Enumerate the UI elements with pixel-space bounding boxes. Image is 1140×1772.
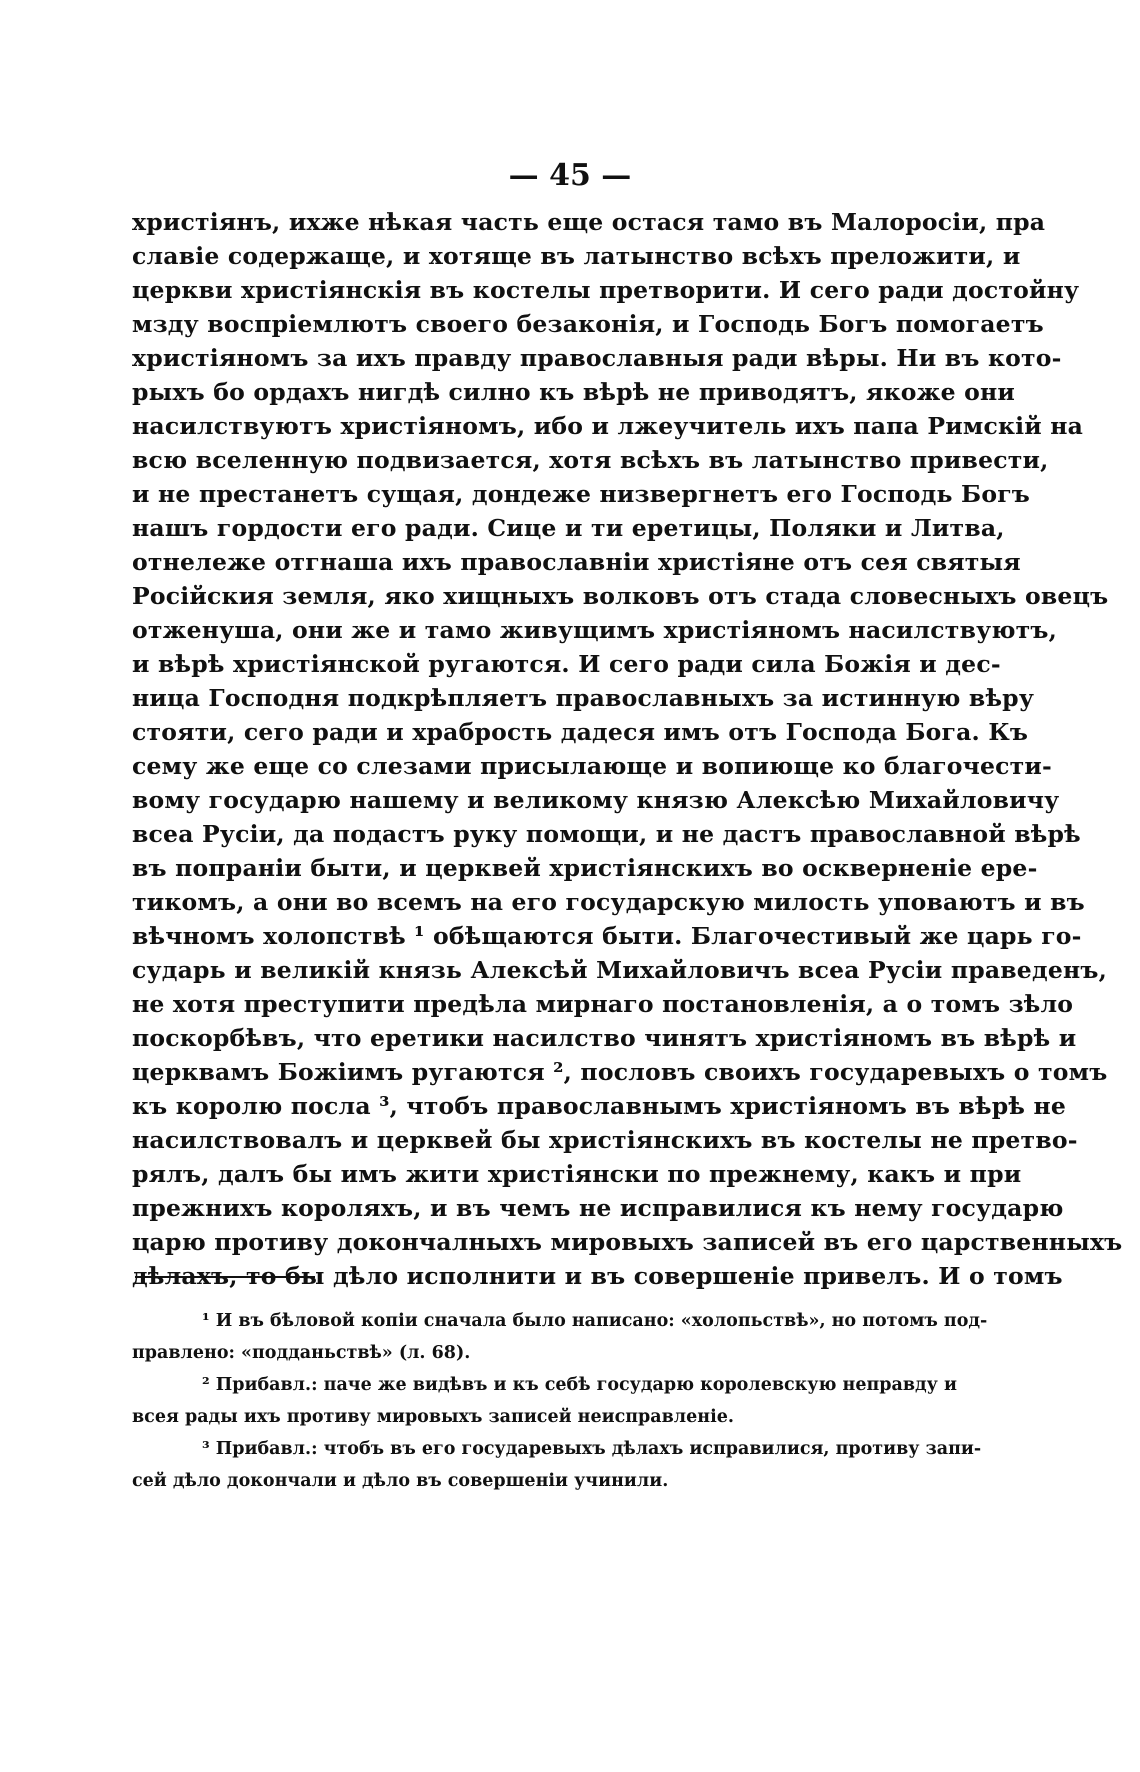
text-line: ница Господня подкрѣпляетъ православныхъ за истинную вѣру xyxy=(132,684,1035,712)
footnote-line: правлено: «подданьствѣ» (л. 68). xyxy=(132,1343,471,1363)
text-line: поскорбѣвъ, что еретики насилство чинятъ христіяномъ въ вѣрѣ и xyxy=(132,1024,1077,1052)
text-line: сему же еще со слезами присылающе и вопиюще ко благочести- xyxy=(132,752,1052,780)
text-line: христіянъ, ихже нѣкая часть еще остася тамо въ Малоросіи, пра xyxy=(132,208,1046,236)
text-line: рыхъ бо ордахъ нигдѣ силно къ вѣрѣ не приводятъ, якоже они xyxy=(132,378,1016,406)
text-line: рялъ, далъ бы имъ жити христіянски по прежнему, какъ и при xyxy=(132,1160,1022,1188)
text-line: сударь и великій князь Алексѣй Михайловичъ всеа Русіи праведенъ, xyxy=(132,956,1107,984)
text-line: отженуша, они же и тамо живущимъ христіяномъ насилствуютъ, xyxy=(132,616,1058,644)
text-line: царю противу докончалныхъ мировыхъ записей въ его царственныхъ xyxy=(132,1228,1123,1256)
text-line: нашъ гордости его ради. Сице и ти еретицы, Поляки и Литва, xyxy=(132,514,1005,542)
text-line: прежнихъ короляхъ, и въ чемъ не исправилися къ нему государю xyxy=(132,1194,1064,1222)
footnotes xyxy=(132,1305,988,1497)
text-line: насилствовалъ и церквей бы христіянскихъ въ костелы не претво- xyxy=(132,1126,1078,1154)
text-line: мзду воспріемлютъ своего безаконія, и Господь Богъ помогаетъ xyxy=(132,310,1044,338)
footnote-line: ¹ И въ бѣловой копіи сначала было написано: «холопьствѣ», но потомъ под- xyxy=(202,1311,988,1331)
text-line: и вѣрѣ христіянской ругаются. И сего ради сила Божія и дес- xyxy=(132,650,1001,678)
text-line: дѣлахъ, то бы дѣло исполнити и въ совершеніе привелъ. И о томъ xyxy=(132,1262,1063,1290)
text-line: къ королю посла ³, чтобъ православнымъ христіяномъ въ вѣрѣ не xyxy=(132,1092,1066,1120)
text-line: стояти, сего ради и храбрость дадеся имъ отъ Господа Бога. Къ xyxy=(132,718,1029,746)
text-line: и не престанетъ сущая, дондеже низвергнетъ его Господь Богъ xyxy=(132,480,1031,508)
text-line: Російския земля, яко хищныхъ волковъ отъ стада словесныхъ овецъ xyxy=(132,582,1109,610)
text-line: вому государю нашему и великому князю Алексѣю Михайловичу xyxy=(132,786,1060,814)
text-line: христіяномъ за ихъ правду православныя ради вѣры. Ни въ кото- xyxy=(132,344,1062,372)
footnote-line: всея рады ихъ противу мировыхъ записей неисправленіе. xyxy=(132,1407,734,1427)
main-text xyxy=(132,205,1123,1293)
text-line: церкви христіянскія въ костелы претворити. И сего ради достойну xyxy=(132,276,1080,304)
page-number: — 45 — xyxy=(508,158,632,193)
text-line: всеа Русіи, да подастъ руку помощи, и не дастъ православной вѣрѣ xyxy=(132,820,1081,848)
text-line: отнележе отгнаша ихъ православніи христіяне отъ сея святыя xyxy=(132,548,1021,576)
text-line: не хотя преступити предѣла мирнаго постановленія, а о томъ зѣло xyxy=(132,990,1074,1018)
text-line: насилствуютъ христіяномъ, ибо и лжеучитель ихъ папа Римскій на xyxy=(132,412,1084,440)
text-line: тикомъ, а они во всемъ на его государскую милость уповаютъ и въ xyxy=(132,888,1085,916)
text-line: славіе содержаще, и хотяще въ латынство всѣхъ преложити, и xyxy=(132,242,1021,270)
footnote-line: ² Прибавл.: паче же видѣвъ и къ себѣ государю королевскую неправду и xyxy=(202,1375,957,1395)
footnote-rule xyxy=(135,1276,315,1278)
footnote-line: ³ Прибавл.: чтобъ въ его государевыхъ дѣлахъ исправилися, противу запи- xyxy=(202,1439,982,1459)
text-line: въ попраніи быти, и церквей христіянскихъ во оскверненіе ере- xyxy=(132,854,1038,882)
footnote-line: сей дѣло докончали и дѣло въ совершеніи учинили. xyxy=(132,1471,669,1491)
text-line: вѣчномъ холопствѣ ¹ обѣщаются быти. Благочестивый же царь го- xyxy=(132,922,1082,950)
text-line: церквамъ Божіимъ ругаются ², пословъ своихъ государевыхъ о томъ xyxy=(132,1058,1108,1086)
text-line: всю вселенную подвизается, хотя всѣхъ въ латынство привести, xyxy=(132,446,1049,474)
